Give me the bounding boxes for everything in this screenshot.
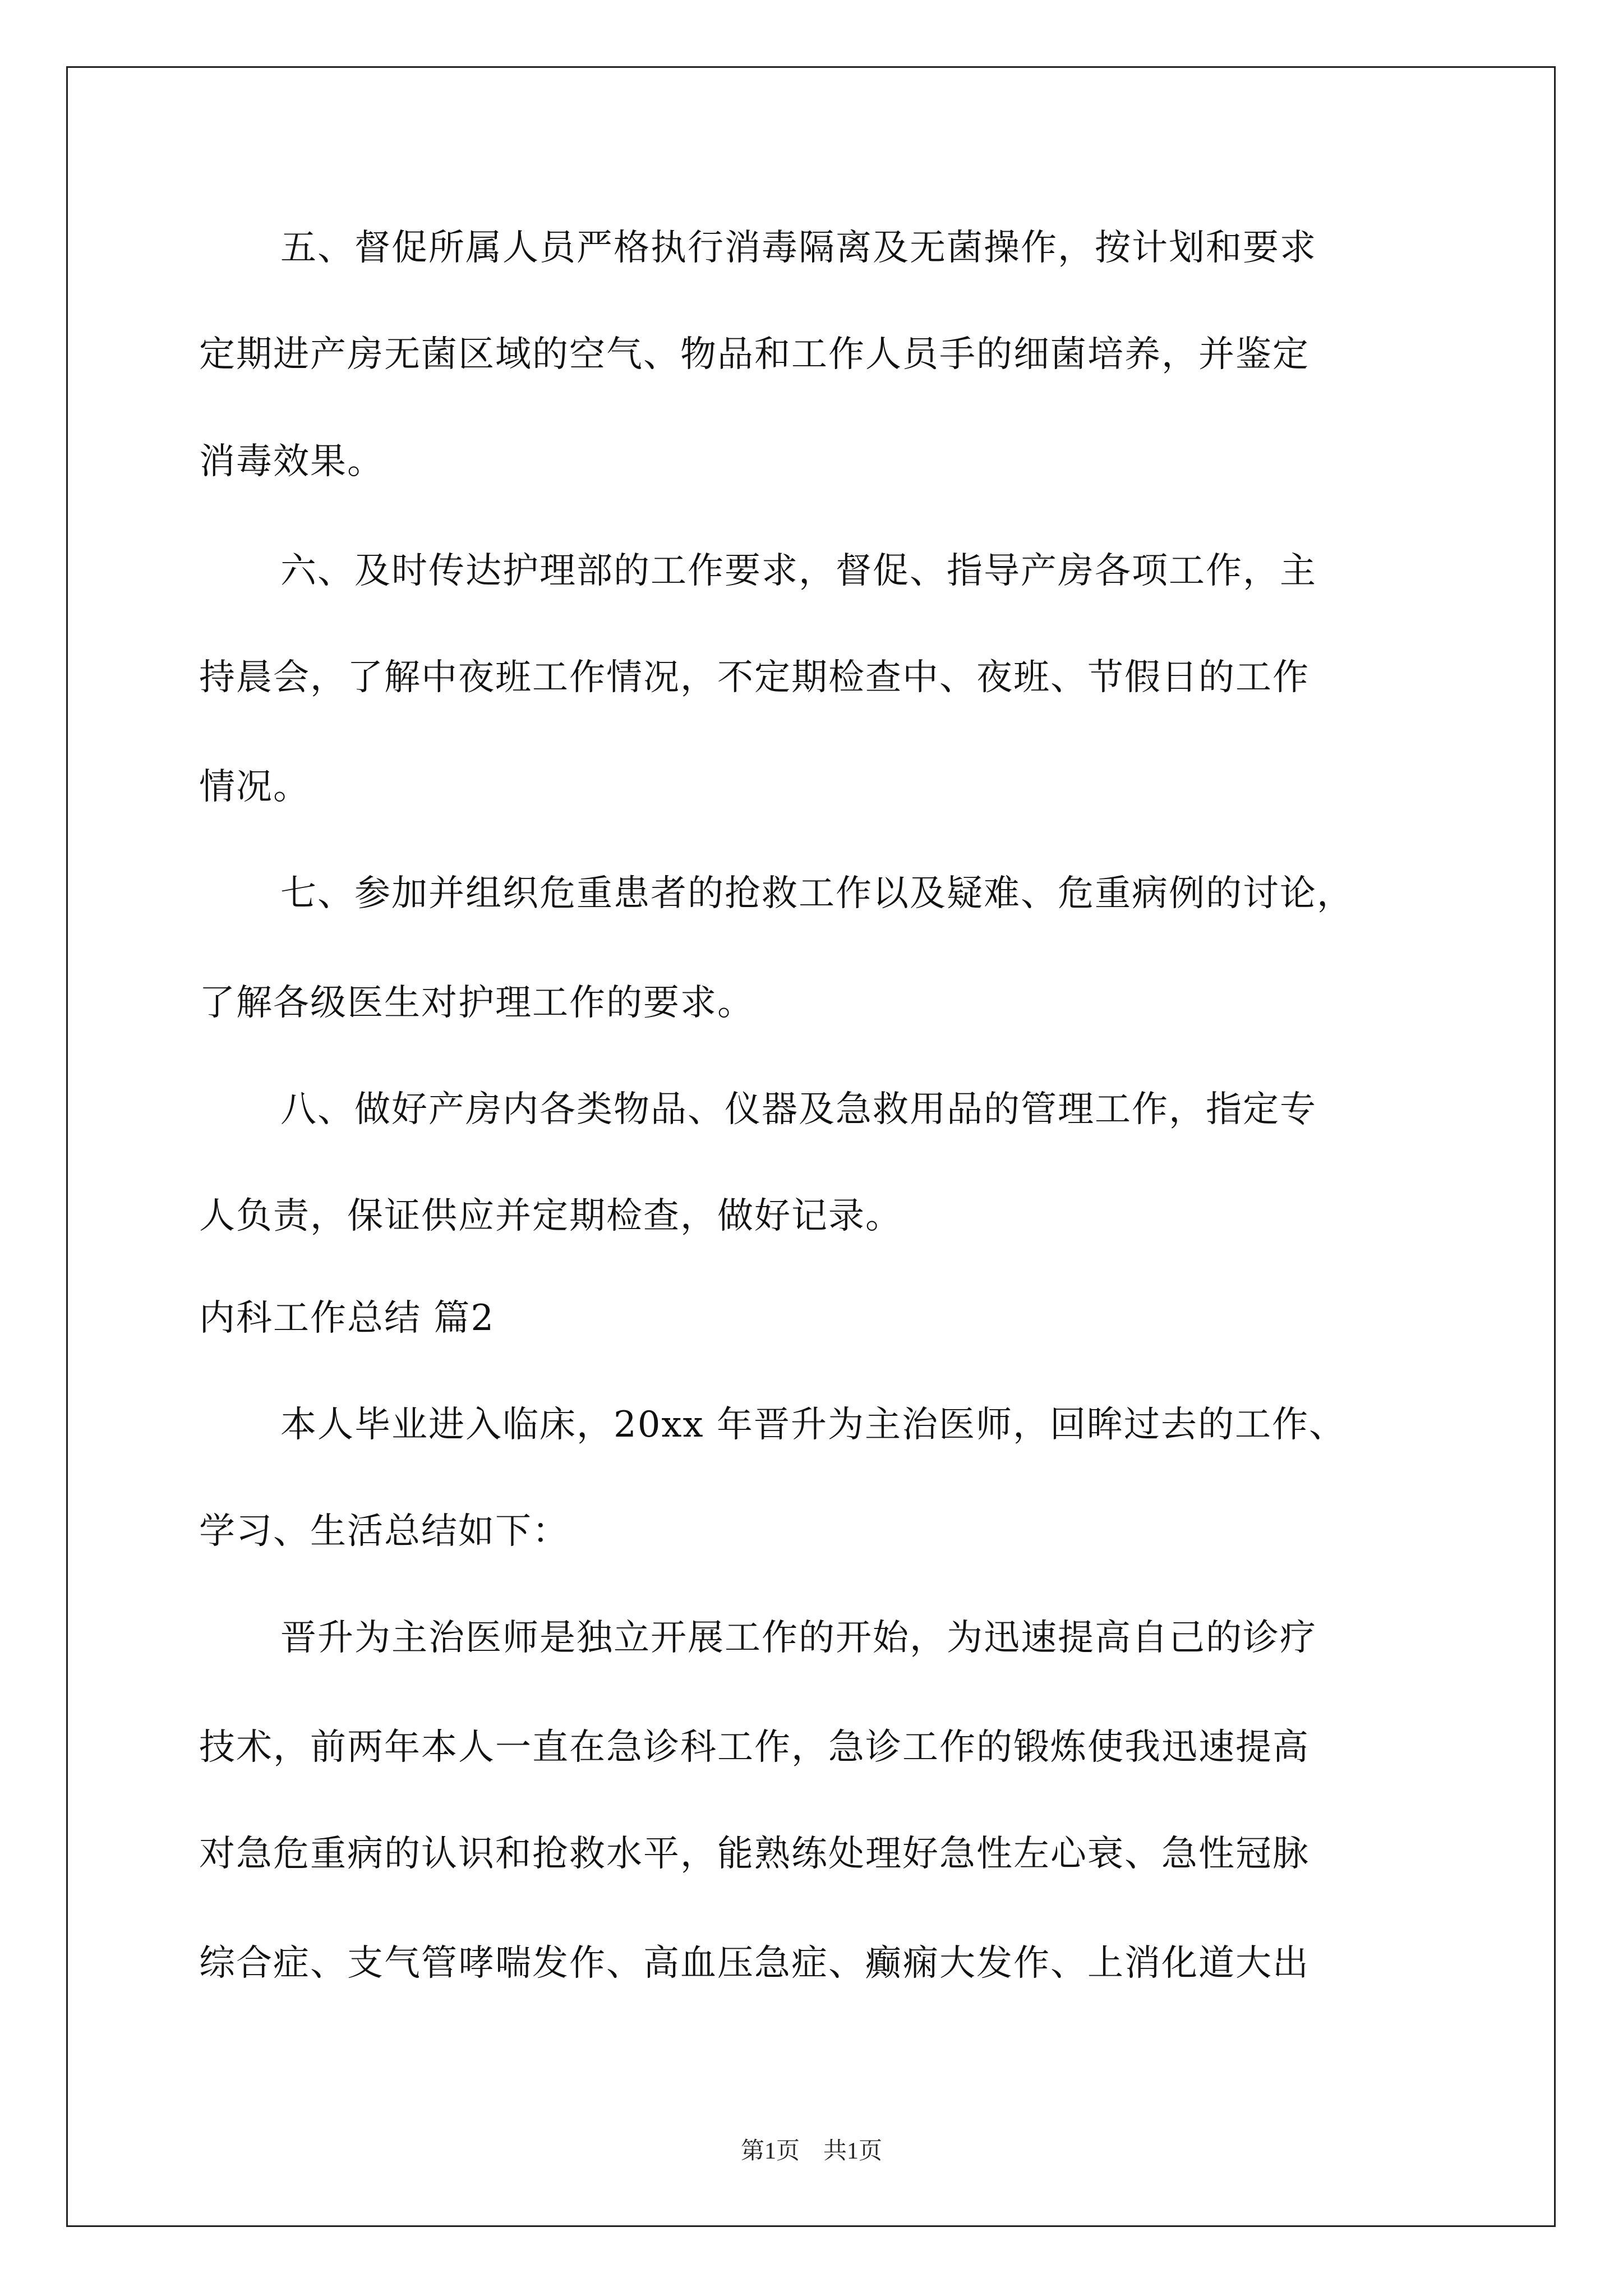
paragraph-line: 晋升为主治医师是独立开展工作的开始，为迅速提高自己的诊疗 [280, 1617, 1317, 1659]
paragraph-line: 持晨会，了解中夜班工作情况，不定期检查中、夜班、节假日的工作 [199, 657, 1310, 698]
paragraph-line: 情况。 [199, 766, 310, 808]
paragraph-line: 本人毕业进入临床，20xx 年晋升为主治医师，回眸过去的工作、 [280, 1404, 1346, 1446]
paragraph-line: 定期进产房无菌区域的空气、物品和工作人员手的细菌培养，并鉴定 [199, 334, 1310, 375]
paragraph-line: 六、及时传达护理部的工作要求，督促、指导产房各项工作，主 [280, 550, 1317, 592]
paragraph-line: 七、参加并组织危重患者的抢救工作以及疑难、危重病例的讨论， [280, 873, 1354, 914]
section-heading: 内科工作总结 篇2 [199, 1297, 495, 1339]
paragraph-line: 综合症、支气管哮喘发作、高血压急症、癫痫大发作、上消化道大出 [199, 1943, 1310, 1984]
paragraph-line: 消毒效果。 [199, 441, 384, 482]
paragraph-line: 八、做好产房内各类物品、仪器及急救用品的管理工作，指定专 [280, 1089, 1317, 1130]
paragraph-line: 对急危重病的认识和抢救水平，能熟练处理好急性左心衰、急性冠脉 [199, 1833, 1310, 1875]
paragraph-line: 学习、生活总结如下： [199, 1511, 569, 1552]
paragraph-line: 技术，前两年本人一直在急诊科工作，急诊工作的锻炼使我迅速提高 [199, 1727, 1310, 1768]
page-border [66, 66, 1556, 2227]
page-footer: 第1页 共1页 [740, 2138, 882, 2164]
paragraph-line: 了解各级医生对护理工作的要求。 [199, 982, 754, 1024]
paragraph-line: 人负责，保证供应并定期检查，做好记录。 [199, 1195, 902, 1237]
paragraph-line: 五、督促所属人员严格执行消毒隔离及无菌操作，按计划和要求 [280, 227, 1317, 269]
